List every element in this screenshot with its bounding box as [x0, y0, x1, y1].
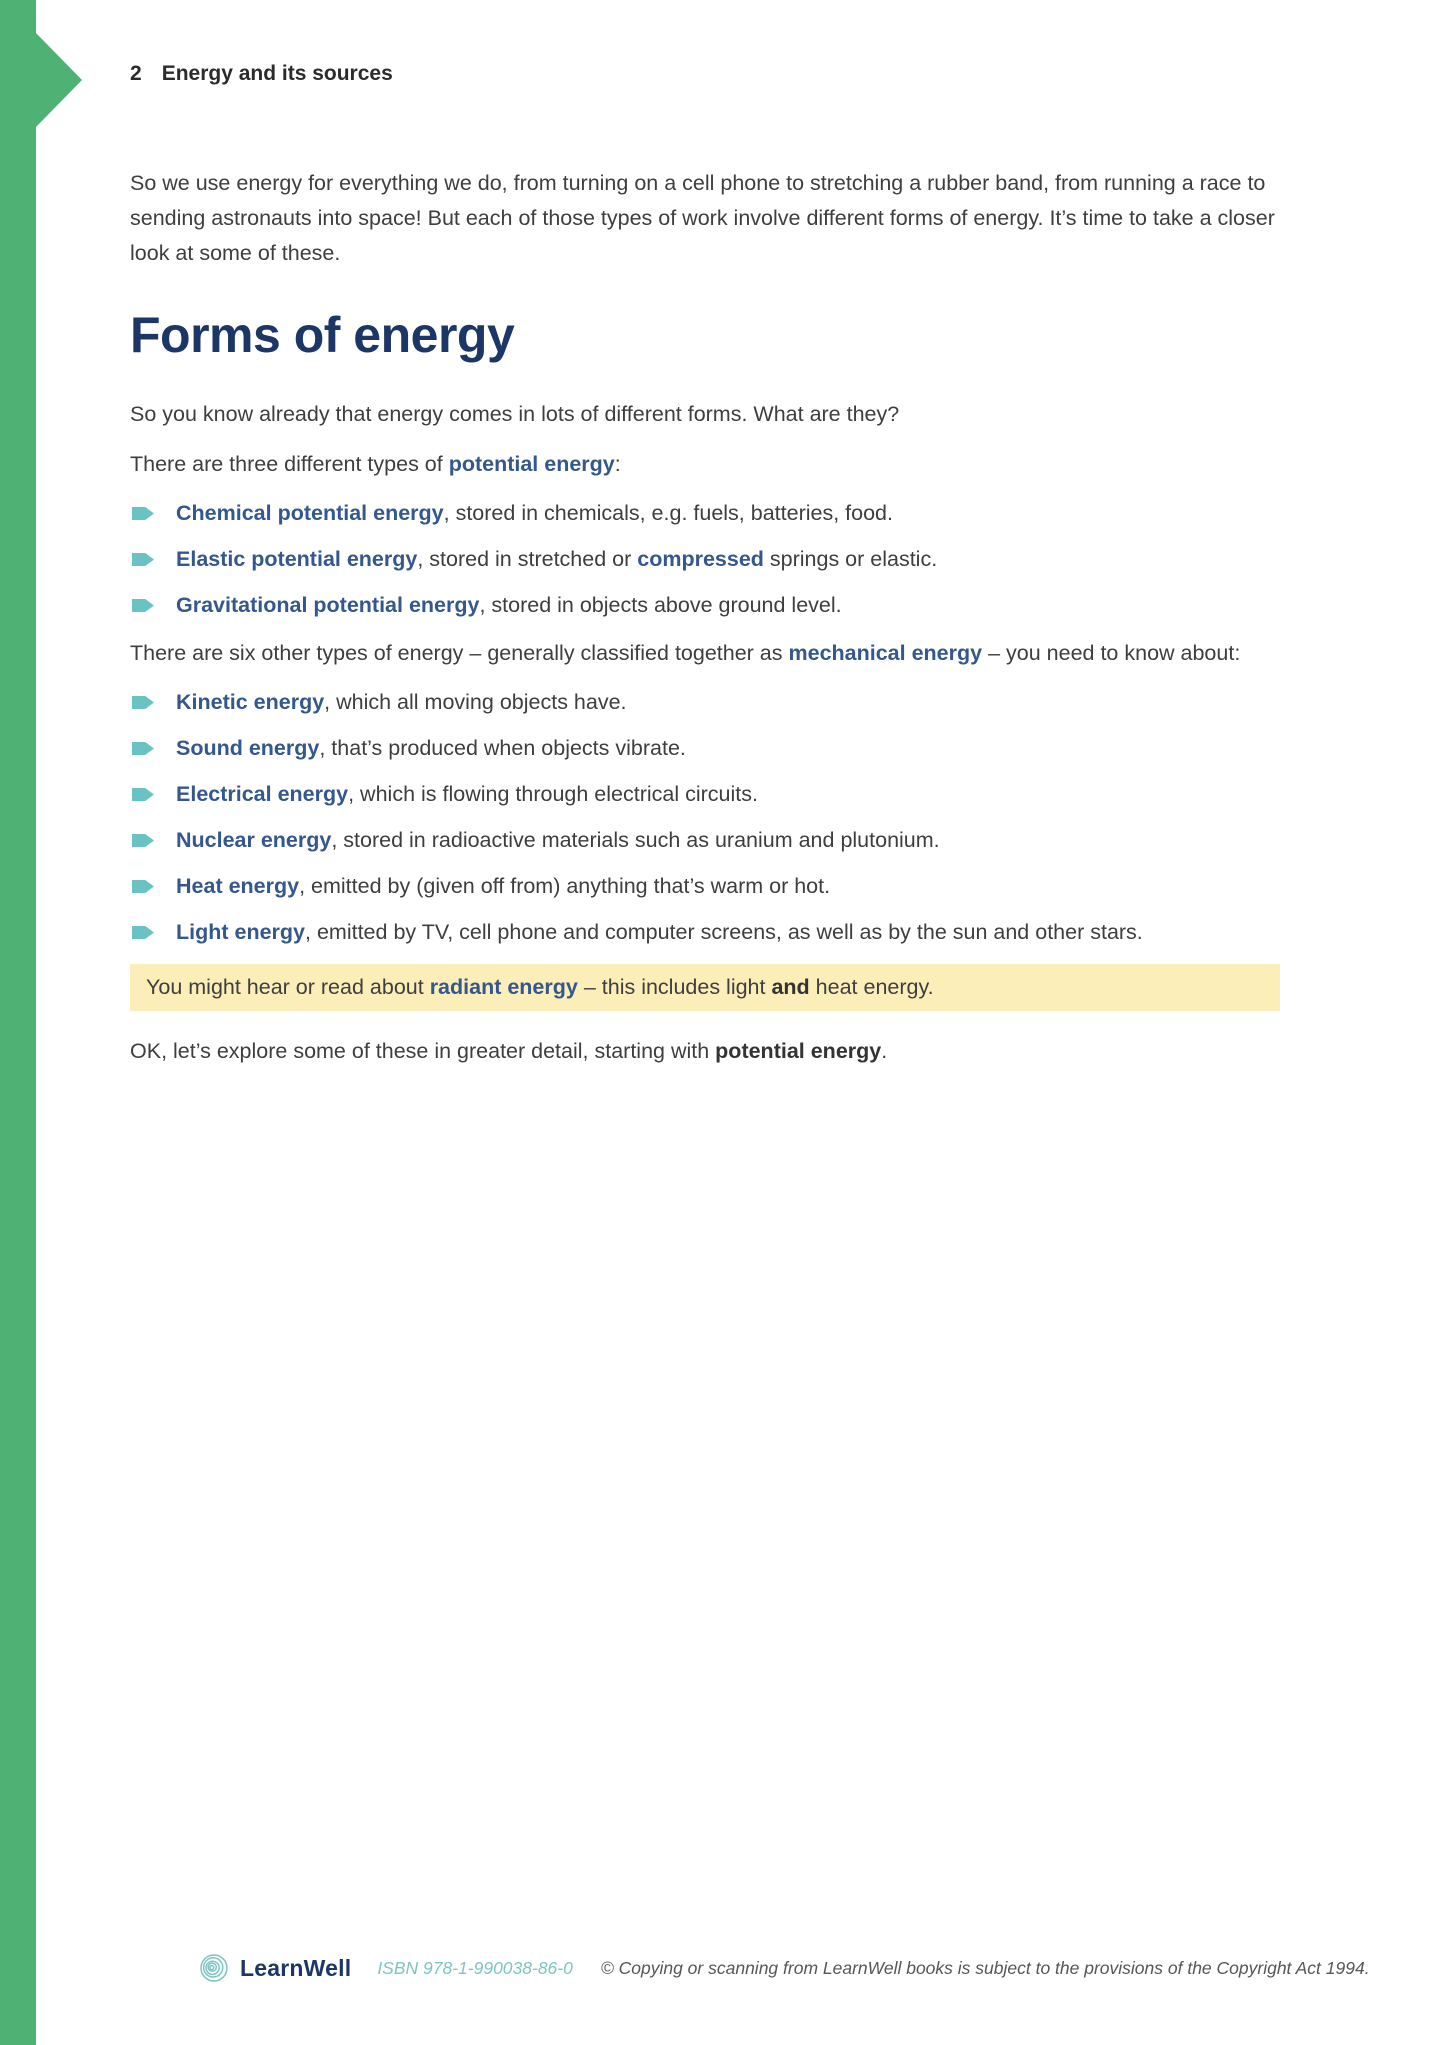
text-run: , stored in chemicals, e.g. fuels, batteries, food. [443, 501, 893, 525]
bullet-text [176, 777, 758, 812]
text-run: , which is flowing through electrical circuits. [348, 782, 758, 806]
chevron-right-marker [36, 33, 82, 127]
potential-energy-emphasis: potential energy [715, 1039, 882, 1063]
bullet-text [176, 731, 686, 766]
section-heading: Forms of energy [130, 307, 515, 363]
text-run: There are six other types of energy – generally classified together as [130, 641, 789, 665]
bullet-lead: Gravitational potential energy [176, 593, 480, 617]
arrow-bullet-icon [132, 553, 154, 566]
text-run: , emitted by (given off from) anything that’s warm or hot. [299, 874, 831, 898]
isbn-text: ISBN 978-1-990038-86-0 [377, 1957, 573, 1978]
chapter-number: 2 [130, 62, 142, 85]
text-run: , that’s produced when objects vibrate. [319, 736, 686, 760]
bullet-lead: Nuclear energy [176, 828, 332, 852]
mechanical-types-intro [130, 636, 1280, 671]
chapter-title: Energy and its sources [161, 62, 393, 85]
radiant-energy-note [130, 964, 1280, 1011]
bullet-lead: Light energy [176, 920, 306, 944]
text-run: OK, let’s explore some of these in greater detail, starting with [130, 1039, 716, 1063]
bullet-lead: Elastic potential energy [176, 547, 418, 571]
bullet-text [176, 588, 842, 623]
bullet-text [176, 542, 937, 577]
text-run: You might hear or read about [146, 975, 430, 999]
text-run: – this includes light [577, 975, 772, 999]
text-run: heat energy. [809, 975, 934, 999]
lead-paragraph: So you know already that energy comes in lots of different forms. What are they? [130, 402, 900, 426]
list-item [130, 823, 1280, 858]
bullet-text [176, 915, 1143, 950]
page-footer [198, 1952, 1370, 1984]
arrow-bullet-icon [132, 599, 154, 612]
list-item [130, 685, 1280, 720]
bullet-lead: Electrical energy [176, 782, 349, 806]
potential-energy-term: potential energy [448, 452, 615, 476]
potential-energy-list [130, 496, 1280, 623]
chapter-header [130, 60, 1280, 88]
text-run: – you need to know about: [982, 641, 1241, 665]
text-run: : [614, 452, 621, 476]
text-run: , stored in stretched or [417, 547, 638, 571]
text-run: , stored in radioactive materials such as uranium and plutonium. [331, 828, 940, 852]
list-item [130, 777, 1280, 812]
arrow-bullet-icon [132, 696, 154, 709]
brand-name: LearnWell [240, 1954, 352, 1981]
arrow-bullet-icon [132, 834, 154, 847]
emphasis-and: and [771, 975, 810, 999]
arrow-bullet-icon [132, 926, 154, 939]
bullet-text [176, 869, 830, 904]
list-item [130, 915, 1280, 950]
list-item [130, 542, 1280, 577]
green-edge-bar [0, 0, 36, 2045]
text-run: springs or elastic. [763, 547, 938, 571]
list-item [130, 869, 1280, 904]
text-run: , which all moving objects have. [324, 690, 627, 714]
potential-types-intro [130, 447, 1280, 482]
bullet-lead: Kinetic energy [176, 690, 325, 714]
radiant-energy-term: radiant energy [429, 975, 578, 999]
mechanical-energy-list [130, 685, 1280, 950]
mechanical-energy-term: mechanical energy [788, 641, 983, 665]
learnwell-spiral-logo-icon [198, 1952, 230, 1984]
bullet-lead: Sound energy [176, 736, 320, 760]
bullet-lead: Chemical potential energy [176, 501, 444, 525]
bullet-text [176, 496, 893, 531]
bullet-lead: Heat energy [176, 874, 300, 898]
bullet-text [176, 685, 627, 720]
bullet-bold: compressed [637, 547, 764, 571]
intro-paragraph: So we use energy for everything we do, from turning on a cell phone to stretching a rubber band, from running a race to sending astronauts into space! But each of those types of work involve different forms of energy. It’s time to take a closer look at some of these. [130, 171, 1275, 265]
text-run: , emitted by TV, cell phone and computer screens, as well as by the sun and other stars. [305, 920, 1143, 944]
arrow-bullet-icon [132, 742, 154, 755]
copyright-text: © Copying or scanning from LearnWell books is subject to the provisions of the Copyright Act 1994. [600, 1957, 1370, 1978]
list-item [130, 496, 1280, 531]
arrow-bullet-icon [132, 788, 154, 801]
closing-paragraph [130, 1034, 1280, 1069]
text-run: There are three different types of [130, 452, 449, 476]
list-item [130, 588, 1280, 623]
bullet-text [176, 823, 940, 858]
list-item [130, 731, 1280, 766]
page-content [130, 0, 1280, 1069]
text-run: , stored in objects above ground level. [479, 593, 842, 617]
arrow-bullet-icon [132, 507, 154, 520]
arrow-bullet-icon [132, 880, 154, 893]
text-run: . [881, 1039, 888, 1063]
